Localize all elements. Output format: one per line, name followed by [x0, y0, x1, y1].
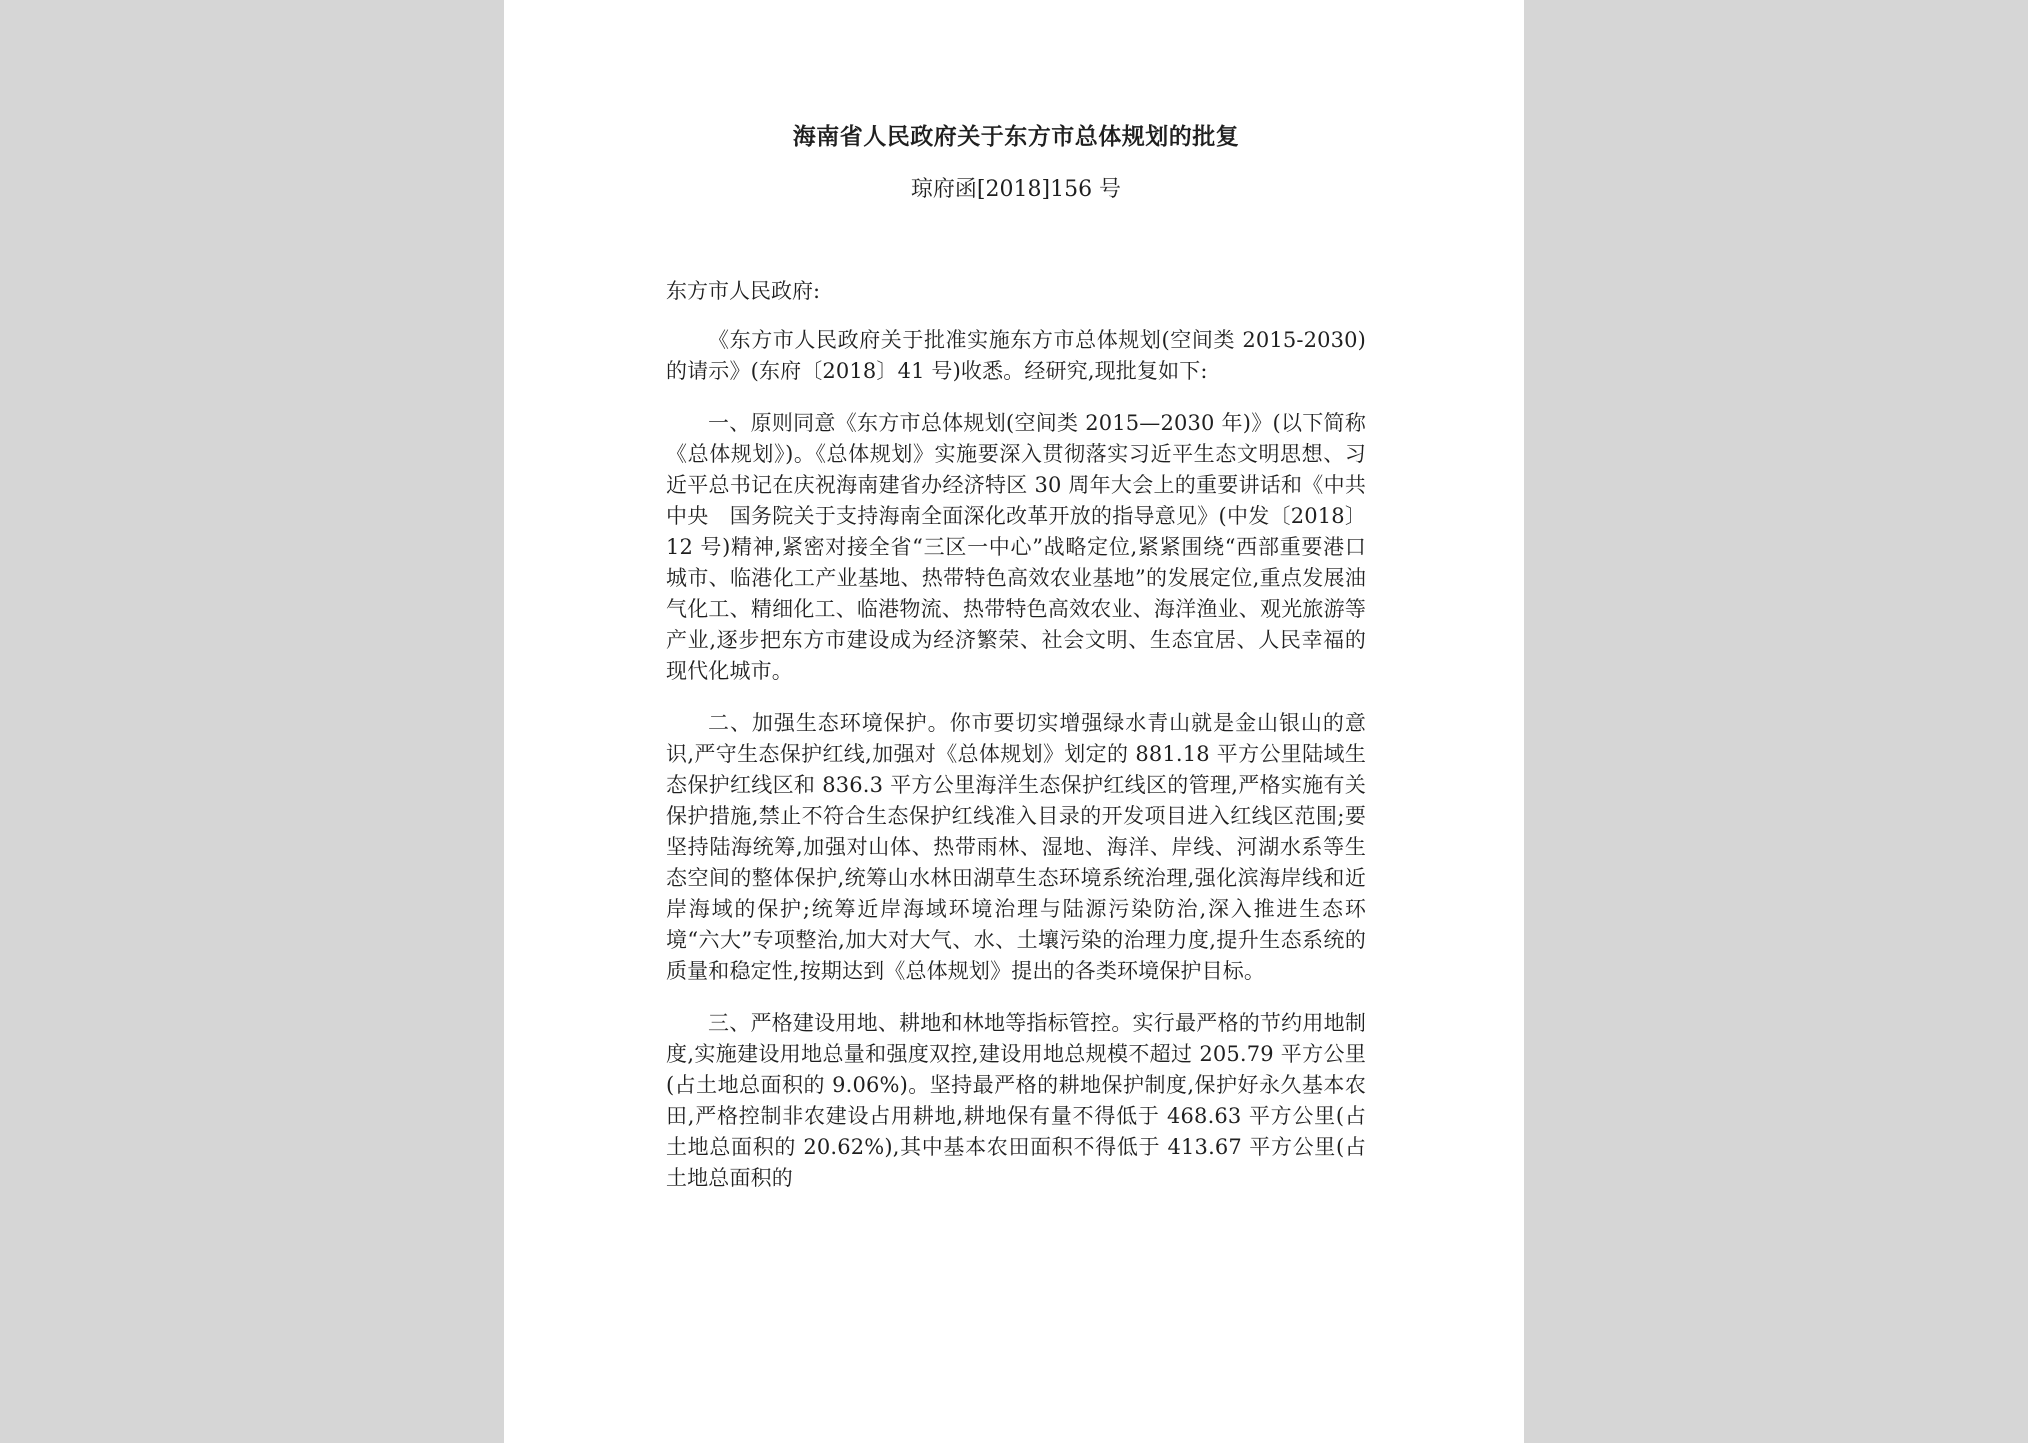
- paragraph-section-1: 一、原则同意《东方市总体规划(空间类 2015—2030 年)》(以下简称《总体规划》)。《总体规划》实施要深入贯彻落实习近平生态文明思想、习近平总书记在庆祝海南建省办经济特区 30 周年大会上的重要讲话和《中共中央 国务院关于支持海南全面深化改革开放的指导意见》(中发〔2018〕12 号)精神,紧密对接全省“三区一中心”战略定位,紧紧围绕“西部重要港口城市、临港化工产业基地、热带特色高效农业基地”的发展定位,重点发展油气化工、精细化工、临港物流、热带特色高效农业、海洋渔业、观光旅游等产业,逐步把东方市建设成为经济繁荣、社会文明、生态宜居、人民幸福的现代化城市。: [666, 411, 1366, 683]
- document-title: 海南省人民政府关于东方市总体规划的批复: [792, 123, 1240, 150]
- paragraph-section-3: 三、严格建设用地、耕地和林地等指标管控。实行最严格的节约用地制度,实施建设用地总量和强度双控,建设用地总规模不超过 205.79 平方公里(占土地总面积的 9.06%)。坚持最严格的耕地保护制度,保护好永久基本农田,严格控制非农建设占用耕地,耕地保有量不得低于 468.63 平方公里(占土地总面积的 20.62%),其中基本农田面积不得低于 413.67 平方公里(占土地总面积的: [666, 1011, 1366, 1190]
- document-page: [504, 0, 1524, 1443]
- document-number: 琼府函[2018]156 号: [910, 177, 1122, 202]
- paragraph-section-2: 二、加强生态环境保护。你市要切实增强绿水青山就是金山银山的意识,严守生态保护红线,加强对《总体规划》划定的 881.18 平方公里陆域生态保护红线区和 836.3 平方公里海洋生态保护红线区的管理,严格实施有关保护措施,禁止不符合生态保护红线准入目录的开发项目进入红线区范围;要坚持陆海统筹,加强对山体、热带雨林、湿地、海洋、岸线、河湖水系等生态空间的整体保护,统筹山水林田湖草生态环境系统治理,强化滨海岸线和近岸海域的保护;统筹近岸海域环境治理与陆源污染防治,深入推进生态环境“六大”专项整治,加大对大气、水、土壤污染的治理力度,提升生态系统的质量和稳定性,按期达到《总体规划》提出的各类环境保护目标。: [666, 711, 1366, 983]
- salutation: 东方市人民政府:: [666, 279, 821, 303]
- paragraph-intro: 《东方市人民政府关于批准实施东方市总体规划(空间类 2015-2030)的请示》(东府〔2018〕41 号)收悉。经研究,现批复如下:: [666, 328, 1366, 383]
- document-content: [666, 118, 1366, 1194]
